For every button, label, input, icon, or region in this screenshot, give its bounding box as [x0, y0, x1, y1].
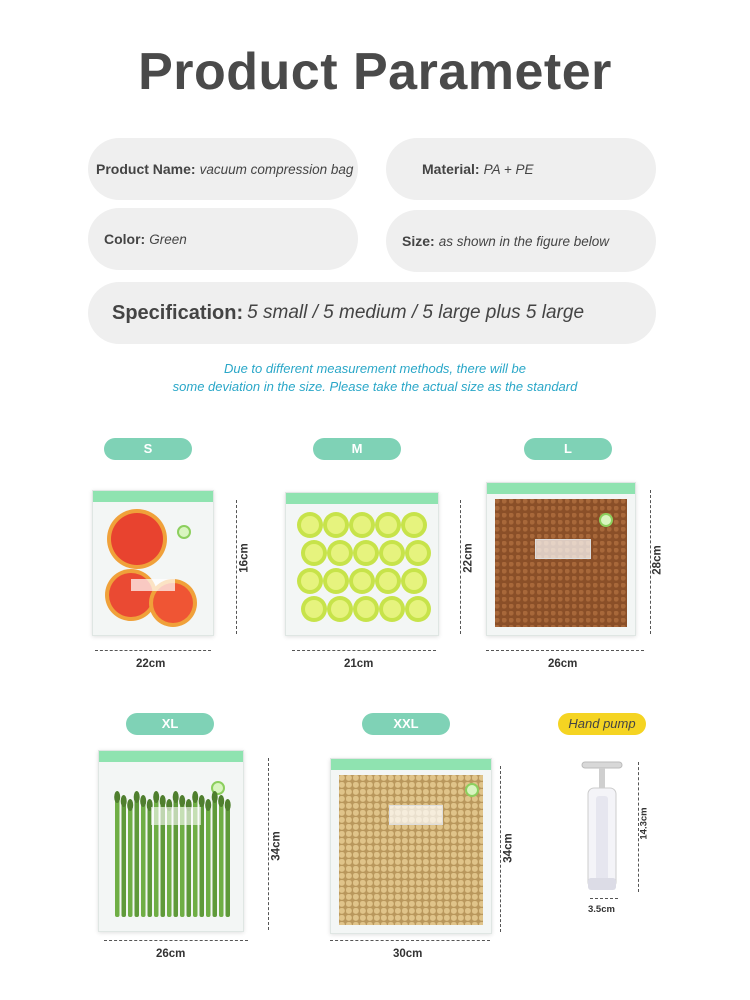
label-sticker	[389, 805, 443, 825]
specification-key: Specification:	[112, 301, 244, 324]
product-name-key: Product Name:	[96, 161, 196, 177]
measurement-note	[0, 360, 750, 396]
height-line-xxl	[500, 766, 501, 932]
hand-pump-tag: Hand pump	[558, 713, 646, 735]
lime-slices-image	[294, 509, 430, 627]
width-label-s: 22cm	[136, 658, 166, 670]
width-line-m	[292, 650, 436, 651]
zip-strip	[331, 759, 491, 770]
material-key: Material:	[422, 161, 480, 177]
material-value: PA + PE	[483, 161, 534, 177]
size-key: Size:	[402, 233, 435, 249]
specification-pill	[88, 282, 656, 344]
color-value: Green	[149, 231, 187, 247]
height-label-l: 28cm	[651, 545, 664, 575]
color-pill	[88, 208, 358, 270]
pump-height-label: 14.3cm	[638, 807, 650, 840]
zip-strip	[99, 751, 243, 762]
material-pill	[386, 138, 656, 200]
width-label-xl: 26cm	[156, 948, 186, 960]
size-tag-s: S	[104, 438, 192, 460]
size-tag-xl: XL	[126, 713, 214, 735]
note-line-2: some deviation in the size. Please take the actual size as the standard	[172, 379, 578, 394]
zip-strip	[286, 493, 438, 504]
note-line-1: Due to different measurement methods, there will be	[223, 361, 527, 376]
specification-value: 5 small / 5 medium / 5 large plus 5 large	[247, 302, 585, 323]
size-tag-xxl: XXL	[362, 713, 450, 735]
width-label-l: 26cm	[548, 658, 578, 670]
grapefruit-image	[101, 507, 205, 627]
bag-s	[92, 490, 214, 636]
label-sticker	[535, 539, 591, 559]
size-pill	[386, 210, 656, 272]
zip-strip	[93, 491, 213, 502]
asparagus-image	[107, 767, 235, 923]
width-line-s	[95, 650, 211, 651]
width-line-xl	[104, 940, 248, 941]
page-title: Product Parameter	[138, 43, 612, 101]
size-value: as shown in the figure below	[438, 233, 610, 249]
soybeans-image	[339, 775, 483, 925]
height-line-s	[236, 500, 237, 634]
size-tag-m: M	[313, 438, 401, 460]
height-label-m: 22cm	[462, 543, 475, 573]
product-name-value: vacuum compression bag	[199, 161, 354, 177]
pump-width-label: 3.5cm	[588, 904, 615, 915]
color-key: Color:	[104, 231, 146, 247]
height-label-xl: 34cm	[270, 831, 283, 861]
width-line-xxl	[330, 940, 490, 941]
bag-xl	[98, 750, 244, 932]
bag-m	[285, 492, 439, 636]
width-line-l	[486, 650, 644, 651]
zip-strip	[487, 483, 635, 494]
width-label-m: 21cm	[344, 658, 374, 670]
width-label-xxl: 30cm	[393, 948, 423, 960]
height-line-xl	[268, 758, 269, 930]
hand-pump-image	[578, 758, 628, 898]
valve-icon	[465, 783, 479, 797]
bag-l	[486, 482, 636, 636]
product-name-pill	[88, 138, 358, 200]
bag-xxl	[330, 758, 492, 934]
pump-width-line	[590, 898, 618, 899]
height-label-xxl: 34cm	[502, 833, 515, 863]
height-label-s: 16cm	[238, 543, 251, 573]
height-line-m	[460, 500, 461, 634]
valve-icon	[599, 513, 613, 527]
size-tag-l: L	[524, 438, 612, 460]
